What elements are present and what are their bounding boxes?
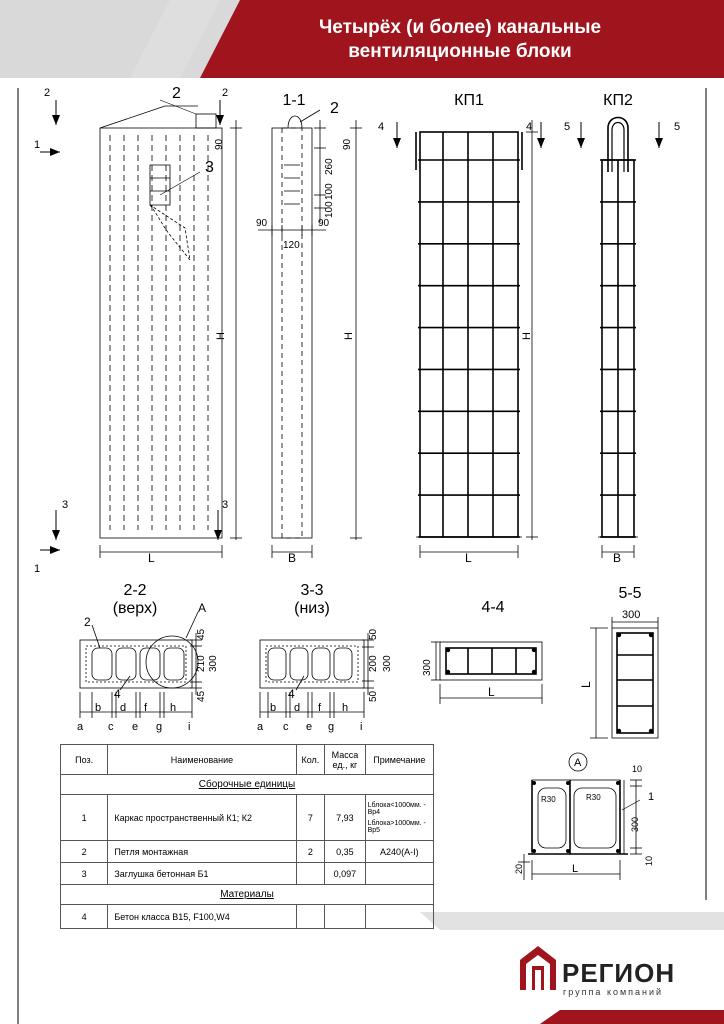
kp1-title: КП1 [454, 92, 484, 109]
front-sec-1-top: 1 [34, 139, 41, 151]
s33-axis: h [342, 702, 349, 714]
s22-axis: a [77, 721, 84, 733]
logo-tagline: группа компаний [563, 987, 664, 997]
header-band [0, 0, 724, 78]
kp2-cage [581, 118, 659, 559]
th-pos: Поз. [61, 745, 108, 775]
note-line1: Lблока<1000мм. - Вр4 [367, 801, 426, 816]
kp1-dim-H: H [521, 332, 533, 340]
section-3-3-view [260, 633, 374, 718]
kp2-title: КП2 [603, 92, 633, 109]
s44-bars [446, 648, 536, 674]
s44-dim-L: L [488, 685, 495, 699]
s11-callout-2: 2 [330, 100, 339, 117]
cell-mass: 7,93 [325, 795, 365, 841]
front-callout-2: 2 [172, 85, 181, 102]
detail-a-dim-10-bot: 10 [644, 855, 654, 866]
logo-name: РЕГИОН [562, 958, 676, 988]
s55-title: 5-5 [618, 585, 642, 602]
kp2-sec-5-right: 5 [674, 121, 681, 133]
s33-dim-200: 200 [368, 655, 379, 672]
s11-dim-H: H [343, 332, 355, 340]
s33-axis-labels [257, 702, 362, 733]
s33-subtitle: (низ) [294, 600, 330, 617]
table-row [61, 795, 434, 841]
cell-note [365, 795, 433, 841]
s33-axis: g [328, 721, 335, 733]
cell-name: Бетон класса В15, F100,W4 [108, 905, 296, 929]
s33-axis: i [360, 721, 363, 733]
cell-mass: 0,097 [325, 863, 365, 885]
detail-a-dim-10-top: 10 [632, 764, 643, 774]
s11-dim-120: 120 [283, 240, 300, 251]
s11-dim-100a: 100 [324, 183, 335, 200]
kp1-cage [397, 120, 541, 558]
s44-dim-300: 300 [422, 659, 433, 676]
cell-qty [296, 863, 325, 885]
th-qty: Кол. [296, 745, 325, 775]
s11-dim-260: 260 [324, 158, 335, 175]
kp2-sec-5-left: 5 [564, 121, 571, 133]
kp1-sec-4-right: 4 [526, 121, 533, 133]
detail-a-r1: R30 [541, 795, 556, 804]
front-sec-3-left: 3 [62, 499, 69, 511]
s33-axis: a [257, 721, 264, 733]
front-dim-L: L [148, 551, 155, 565]
cell-qty: 7 [296, 795, 325, 841]
front-dim-90: 90 [214, 138, 225, 150]
s22-axis: b [95, 702, 102, 714]
s33-axis: c [283, 721, 289, 733]
cell-name: Каркас пространственный К1; К2 [108, 795, 296, 841]
detail-a-r2: R30 [586, 793, 601, 802]
cell-qty [296, 905, 325, 929]
s22-callout-4: 4 [114, 687, 121, 701]
s22-dim-45-top: 45 [196, 628, 207, 640]
front-dim-H: H [215, 332, 227, 340]
s22-subtitle: (верх) [112, 600, 158, 617]
detail-a-view [518, 753, 642, 880]
front-sec-1-bottom: 1 [34, 563, 41, 575]
front-section-arrows [50, 115, 224, 554]
cell-pos: 1 [61, 795, 108, 841]
cell-mass: 0,35 [325, 841, 365, 863]
s55-dim-300: 300 [622, 609, 641, 621]
s22-callout-A: A [198, 601, 207, 615]
s11-dim-right-90: 90 [318, 218, 330, 229]
s33-dim-50-top: 50 [368, 628, 379, 640]
s22-axis: i [188, 721, 191, 733]
s22-dim-45-bot: 45 [196, 690, 207, 702]
kp2-arrows [577, 138, 663, 148]
group-materials: Материалы [61, 885, 434, 905]
s22-axis: d [120, 702, 127, 714]
kp1-sec-4-left: 4 [378, 121, 385, 133]
kp2-dim-B: B [613, 551, 622, 565]
cell-pos: 3 [61, 863, 108, 885]
s55-dim-L: L [579, 681, 593, 688]
cell-mass [325, 905, 365, 929]
s11-dim-90-top: 90 [342, 138, 353, 150]
s55-bars [617, 633, 653, 733]
table-row [61, 863, 434, 885]
s11-dim-B: B [288, 551, 297, 565]
cell-note [365, 905, 433, 929]
s22-callout-2: 2 [84, 615, 91, 629]
detail-a-callout-1: 1 [648, 791, 655, 803]
logo-mark [520, 946, 556, 990]
specification-table [60, 744, 434, 929]
s11-dim-left-90: 90 [256, 218, 268, 229]
th-mass: Масса ед., кг [325, 745, 365, 775]
section-5-5-view [590, 617, 658, 738]
detail-a-dim-20: 20 [514, 863, 524, 874]
table-row [61, 841, 434, 863]
cell-name: Заглушка бетонная Б1 [108, 863, 296, 885]
s33-axis: d [294, 702, 301, 714]
detail-a-dim-300: 300 [630, 816, 640, 832]
note-line2: Lблока>1000мм. - Вр5 [367, 819, 426, 834]
cell-name: Петля монтажная [108, 841, 296, 863]
detail-a-dim-L: L [572, 863, 579, 875]
s33-axis: b [270, 702, 277, 714]
page-title-line2: вентиляционные блоки [348, 41, 572, 62]
s22-axis: c [108, 721, 114, 733]
cell-pos: 4 [61, 905, 108, 929]
s33-callout-4: 4 [288, 687, 295, 701]
detail-a-title: A [574, 757, 582, 769]
s33-dim-50-bot: 50 [368, 690, 379, 702]
table-row [61, 905, 434, 929]
front-callout-3: 3 [205, 159, 214, 176]
s22-axis: h [170, 702, 177, 714]
detail-a-bars [532, 781, 620, 853]
front-sec-2-right: 2 [222, 87, 229, 99]
s22-dim-210: 210 [196, 655, 207, 672]
s33-axis: f [318, 702, 322, 714]
s11-dim-100b: 100 [324, 201, 335, 218]
s22-axis: g [156, 721, 163, 733]
s11-title: 1-1 [282, 92, 306, 109]
s33-axis: e [306, 721, 313, 733]
cell-note: A240(A-I) [365, 841, 433, 863]
s44-title: 4-4 [481, 599, 505, 616]
cell-qty: 2 [296, 841, 325, 863]
s22-title: 2-2 [123, 582, 147, 599]
kp1-stirrups [418, 160, 520, 537]
s22-axis: f [144, 702, 148, 714]
s33-dim-300: 300 [382, 655, 393, 672]
th-note: Примечание [365, 745, 433, 775]
s22-axis: e [132, 721, 139, 733]
th-name: Наименование [108, 745, 296, 775]
cell-note [365, 863, 433, 885]
page-title-line1: Четырёх (и более) канальные [318, 17, 602, 38]
group-assemblies: Сборочные единицы [61, 775, 434, 795]
s22-axis-labels [77, 702, 190, 733]
cell-pos: 2 [61, 841, 108, 863]
s22-dim-300: 300 [208, 655, 219, 672]
kp1-dim-L: L [465, 551, 472, 565]
front-sec-2-left: 2 [44, 87, 51, 99]
front-sec-3-right: 3 [222, 499, 229, 511]
s33-title: 3-3 [300, 582, 324, 599]
